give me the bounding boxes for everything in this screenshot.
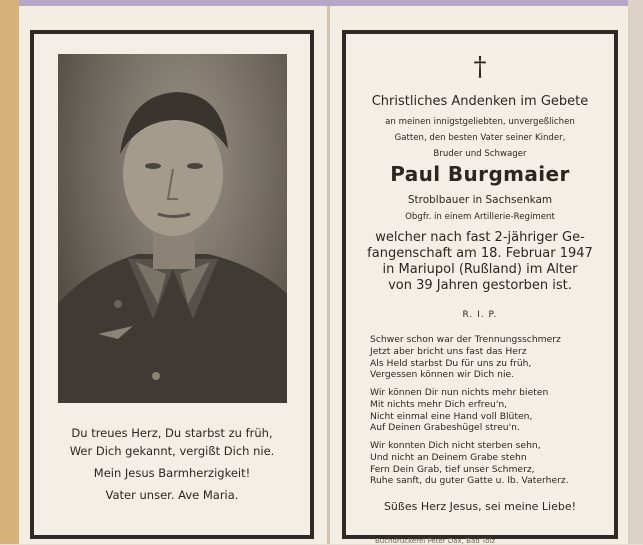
poem-line: Als Held starbst Du für uns zu früh, [370, 357, 532, 369]
poem-line: Vergessen können wir Dich nie. [370, 369, 515, 381]
deceased-name: Paul Burgmaier [390, 162, 570, 186]
left-verse-line: Wer Dich gekannt, vergißt Dich nie. [69, 444, 275, 458]
poem-line: Mit nichts mehr Dich erfreu'n, [370, 398, 508, 410]
poem-line: Auf Deinen Grabeshügel streu'n. [370, 422, 520, 434]
poem-line: Wir konnten Dich nicht sterben sehn, [370, 440, 541, 451]
poem-line: Und nicht an Deinem Grabe stehn [370, 451, 527, 463]
poem-line: Wir können Dir nun nichts mehr bieten [370, 387, 549, 398]
relations-line: an meinen innigstgeliebten, unvergeßlichen [385, 117, 575, 127]
left-prayer: Mein Jesus Barmherzigkeit! [93, 466, 251, 480]
poem-line: Fern Dein Grab, tief unser Schmerz, [370, 463, 535, 475]
poem-line: Jetzt aber bricht uns fast das Herz [370, 345, 527, 357]
cross-icon: † [473, 52, 487, 82]
relations-text [346, 114, 614, 162]
left-closing: Vater unser. Ave Maria. [105, 488, 239, 502]
rip-text: R. I. P. [462, 310, 498, 320]
right-card-frame [342, 30, 618, 539]
poem-stanza-2 [370, 387, 606, 434]
closing-prayer: Süßes Herz Jesus, sei meine Liebe! [383, 500, 577, 513]
poem-line: Ruhe sanft, du guter Gatte u. lb. Vaterherz. [370, 475, 569, 487]
death-line: welcher nach fast 2-jähriger Ge- [375, 230, 585, 245]
left-card-frame [30, 30, 314, 539]
death-line: in Mariupol (Rußland) im Alter [382, 262, 578, 277]
left-verse [34, 424, 310, 460]
printer-credit: Buchdruckerei Peter Dax, Bad Tölz [375, 537, 496, 545]
right-edge [628, 0, 643, 544]
relations-line: Gatten, den besten Vater seiner Kinder, [394, 133, 566, 143]
death-notice [346, 230, 614, 294]
poem-stanza-1 [370, 334, 606, 381]
occupation-line: Stroblbauer in Sachsenkam [407, 194, 553, 206]
death-line: fangenschaft am 18. Februar 1947 [367, 246, 593, 261]
memorial-heading: Christliches Andenken im Gebete [371, 94, 589, 109]
left-verse-line: Du treues Herz, Du starbst zu früh, [71, 426, 273, 440]
poem-line: Schwer schon war der Trennungsschmerz [370, 334, 561, 345]
relations-line: Bruder und Schwager [433, 149, 527, 159]
soldier-portrait-image [58, 54, 287, 403]
portrait-photo [58, 54, 287, 403]
left-edge [0, 0, 19, 544]
rank-line: Obgfr. in einem Artillerie-Regiment [405, 212, 555, 222]
poem-line: Nicht einmal eine Hand voll Blüten, [370, 410, 533, 422]
death-line: von 39 Jahren gestorben ist. [388, 278, 572, 293]
poem-stanza-3 [370, 440, 606, 487]
